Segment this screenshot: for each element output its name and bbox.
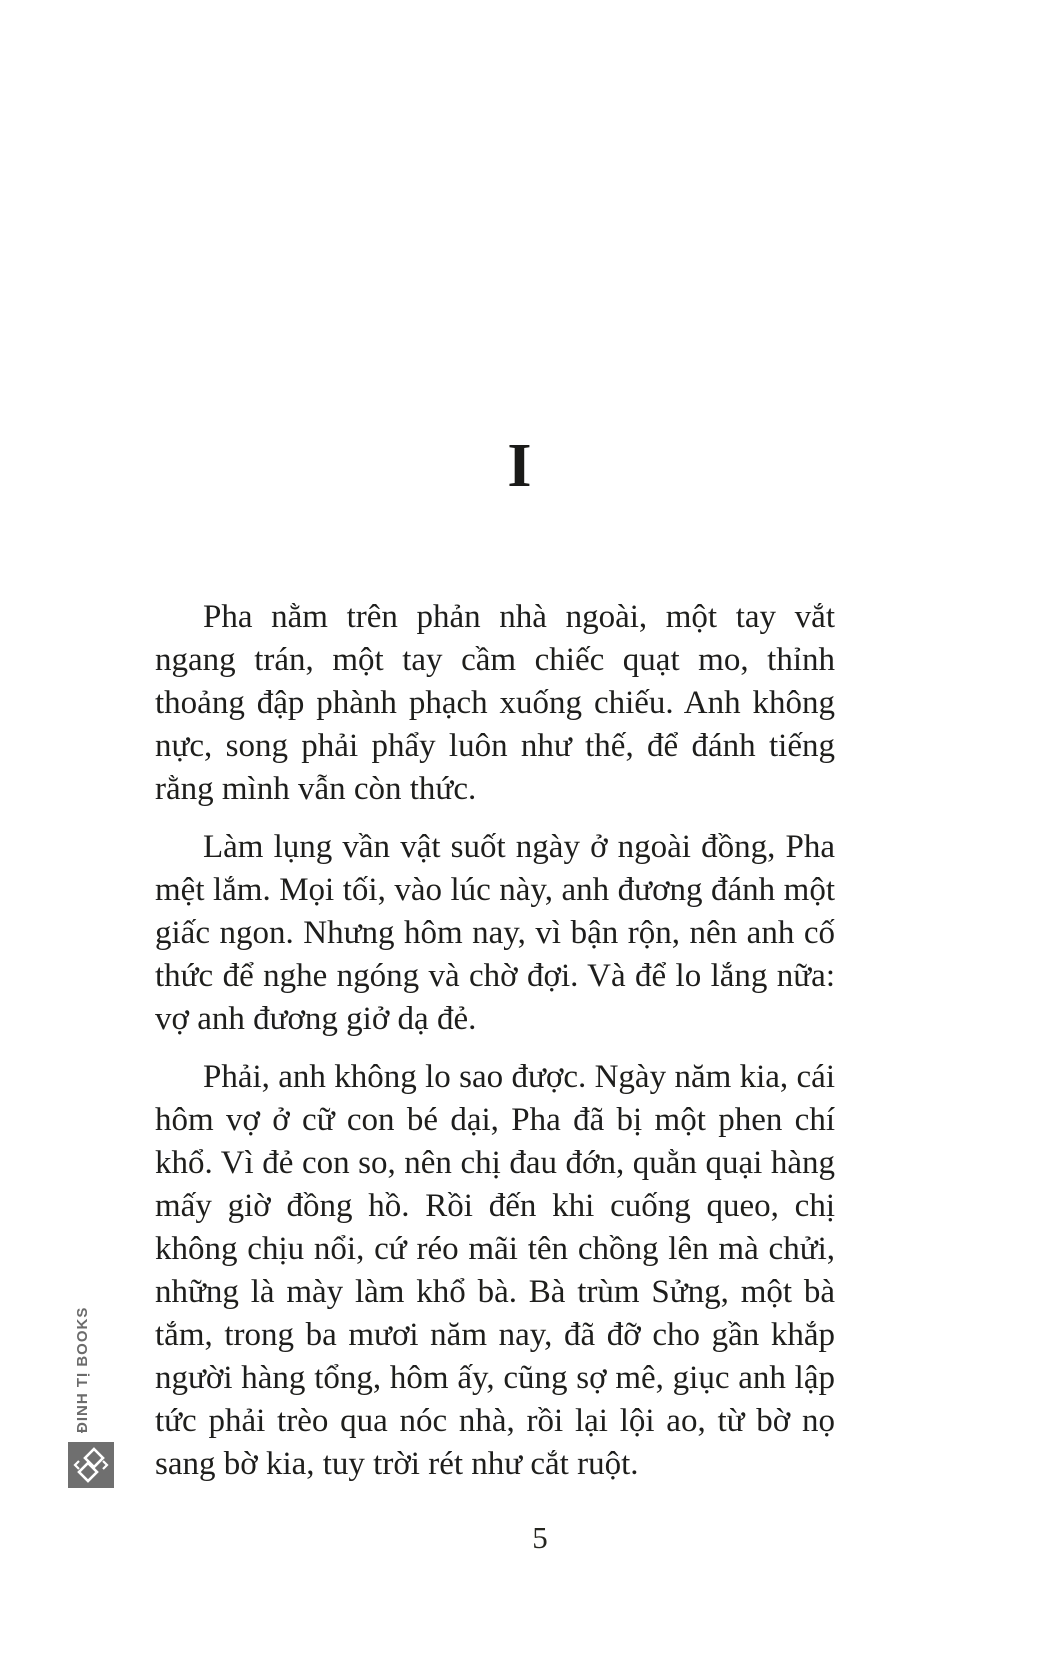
interlocked-diamonds-icon bbox=[68, 1442, 114, 1488]
paragraph-1: Pha nằm trên phản nhà ngoài, một tay vắt ngang trán, một tay cầm chiếc quạt mo, thỉnh thoảng đập phành phạch xuống chiếu. Anh không nực, song phải phẩy luôn như thế, để đánh tiếng rằng mình vẫn còn thức. bbox=[155, 599, 835, 807]
paragraph-3: Phải, anh không lo sao được. Ngày năm kia, cái hôm vợ ở cữ con bé dại, Pha đã bị một phen chí khổ. Vì đẻ con so, nên chị đau đớn, quằn quại hàng mấy giờ đồng hồ. Rồi đến khi cuống queo, chị không chịu nổi, cứ réo mãi tên chồng lên mà chửi, những là mày làm khổ bà. Bà trùm Sửng, một bà tắm, trong ba mươi năm nay, đã đỡ cho gần khắp người hàng tổng, hôm ấy, cũng sợ mê, giục anh lập tức phải trèo qua nóc nhà, rồi lại lội ao, từ bờ nọ sang bờ kia, tuy trời rét như cắt ruột. bbox=[155, 1059, 835, 1482]
page-number: 5 bbox=[532, 1520, 548, 1555]
publisher-sidebar bbox=[60, 1280, 120, 1500]
paragraph-2: Làm lụng vần vật suốt ngày ở ngoài đồng, Pha mệt lắm. Mọi tối, vào lúc này, anh đương đánh một giấc ngon. Nhưng hôm nay, vì bận rộn, nên anh cố thức để nghe ngóng và chờ đợi. Và để lo lắng nữa: vợ anh đương giở dạ đẻ. bbox=[155, 829, 835, 1037]
publisher-name: ĐINH TỊ BOOKS bbox=[74, 1306, 91, 1433]
chapter-heading: I bbox=[507, 432, 533, 500]
body-text bbox=[155, 596, 835, 1501]
